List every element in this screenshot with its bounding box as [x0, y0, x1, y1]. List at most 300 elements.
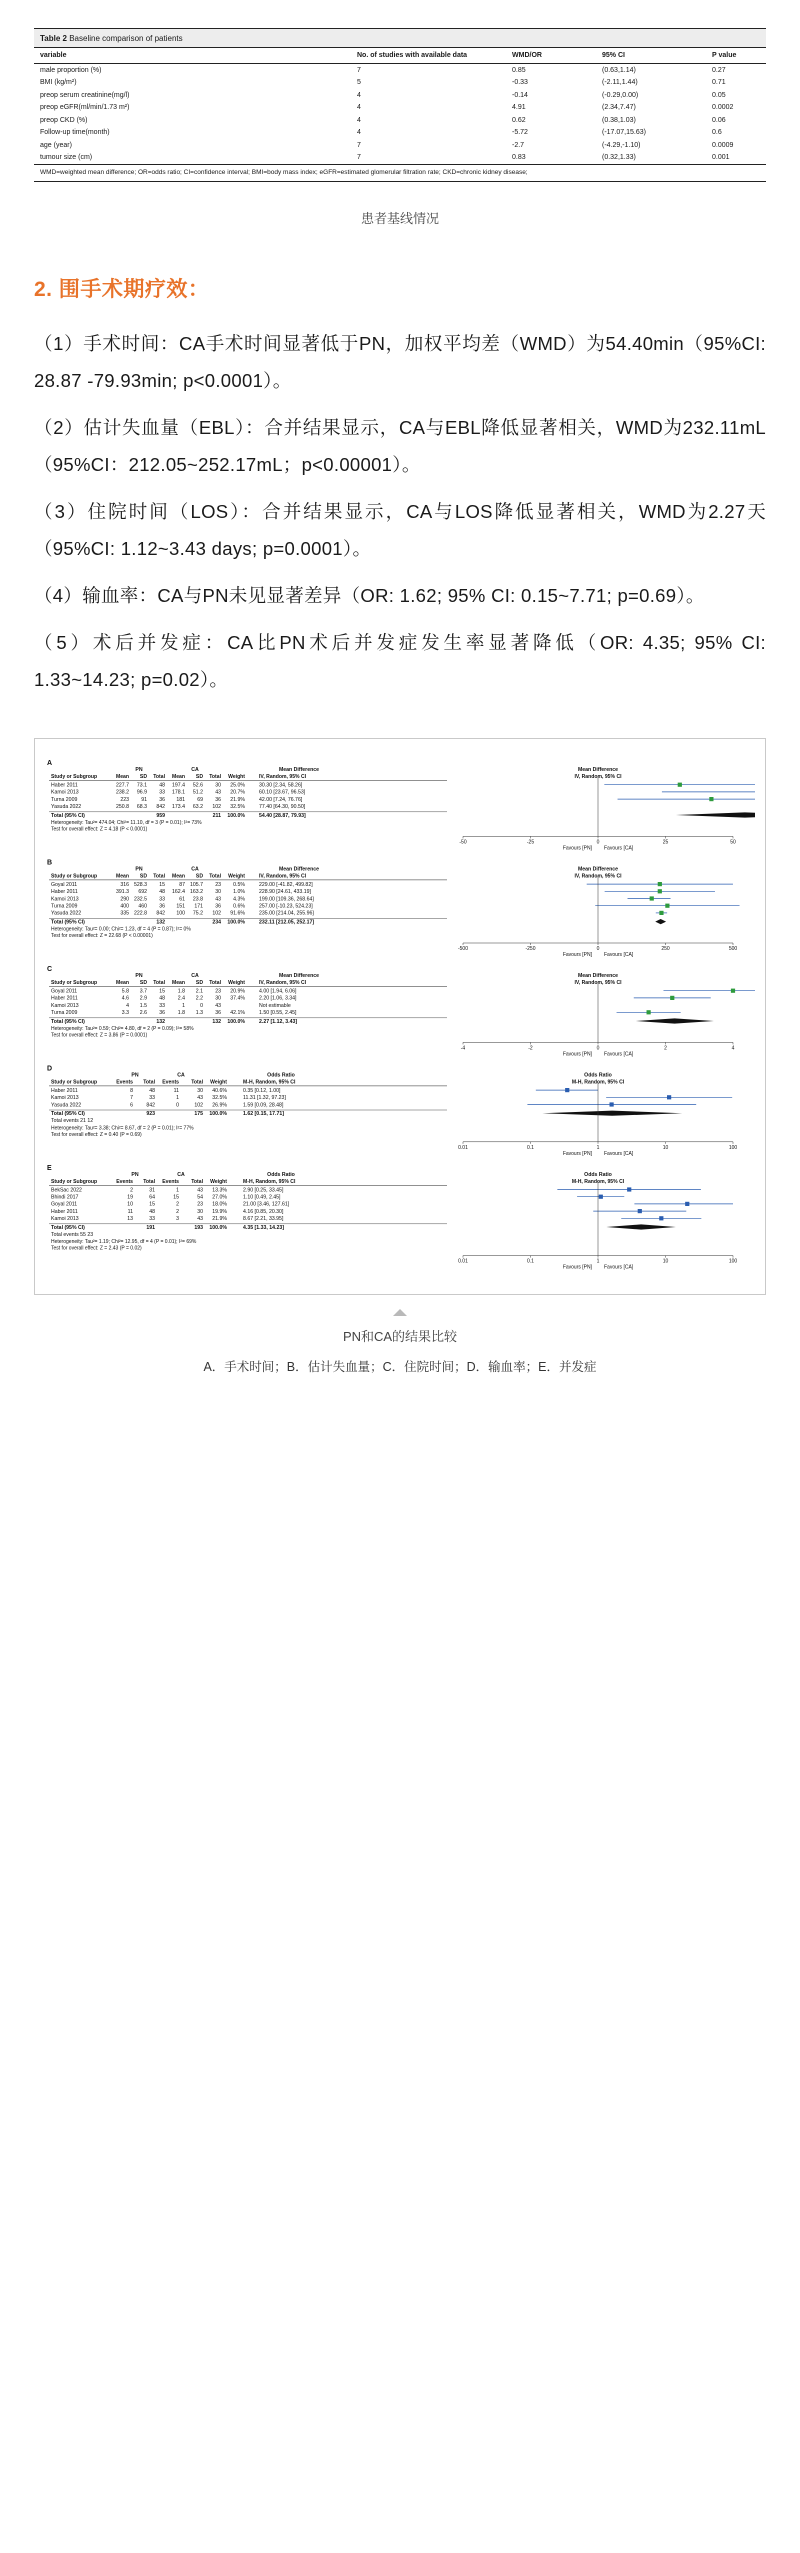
axis-tick-label: 0.01: [458, 1144, 468, 1151]
effect-marker: [670, 996, 674, 1000]
study-label: Haber 2011: [51, 782, 78, 789]
study-value: 4: [126, 1002, 129, 1009]
total-weight: 100.0%: [227, 812, 245, 819]
total-label: Total (95% CI): [51, 1111, 85, 1118]
column-header: Total: [209, 980, 221, 987]
column-header: Mean: [171, 873, 185, 880]
column-header: Total: [143, 1178, 155, 1185]
total-n2: 193: [194, 1224, 203, 1231]
study-value: 13: [127, 1216, 133, 1223]
axis-favours-left: Favours [PN]: [562, 1051, 592, 1058]
study-ci: 2.20 [1.06, 3.34]: [259, 995, 297, 1002]
study-value: 30: [197, 1208, 203, 1215]
forest-figure-caption: PN和CA的结果比较: [342, 1329, 458, 1345]
study-ci: 42.00 [7.24, 76.76]: [259, 796, 303, 803]
total-weight: 100.0%: [227, 1018, 245, 1025]
study-value: 21.9%: [212, 1216, 227, 1223]
column-header: Events: [116, 1079, 133, 1086]
study-value: 1.8: [177, 988, 185, 995]
study-value: 19.9%: [212, 1208, 227, 1215]
section-heading: 2. 围手术期疗效：: [34, 278, 210, 302]
study-value: 2.4: [177, 995, 185, 1002]
total-weight: 100.0%: [209, 1111, 227, 1118]
column-header: Study or Subgroup: [51, 1079, 98, 1086]
forest-figure-subcaption: A．手术时间；B．估计失血量；C．住院时间；D．输血率；E．并发症: [203, 1360, 597, 1375]
effect-marker: [667, 1095, 671, 1099]
panel-letter: D: [47, 1065, 53, 1073]
axis-favours-left: Favours [PN]: [562, 952, 592, 959]
column-header: IV, Random, 95% CI: [574, 774, 622, 781]
group-header: CA: [191, 866, 199, 873]
column-header: Events: [116, 1178, 133, 1185]
study-value: 23.8: [192, 896, 203, 903]
panel-letter: C: [47, 966, 53, 974]
study-label: Turna 2009: [51, 903, 78, 910]
study-value: 36: [159, 796, 165, 803]
total-ci: 1.62 [0.15, 17.71]: [243, 1111, 284, 1118]
study-ci: Not estimable: [259, 1002, 291, 1009]
study-value: 91.6%: [230, 910, 245, 917]
study-value: 20.9%: [230, 988, 245, 995]
study-value: 69: [197, 796, 203, 803]
effect-marker: [565, 1088, 569, 1092]
study-value: 30: [215, 995, 221, 1002]
column-header: M-H, Random, 95% CI: [571, 1079, 625, 1086]
table-cell: (0.38,1.03): [602, 116, 636, 124]
column-header: Events: [162, 1079, 179, 1086]
group-header: Mean Difference: [577, 866, 619, 873]
study-value: 316: [120, 881, 129, 888]
group-header: Mean Difference: [577, 767, 619, 774]
column-header: Weight: [228, 980, 245, 987]
study-label: Turna 2009: [51, 1010, 78, 1017]
effect-marker: [609, 1102, 613, 1106]
study-value: 2.9: [139, 995, 147, 1002]
column-header: SD: [139, 873, 147, 880]
study-value: 48: [149, 1087, 155, 1094]
panel-letter: B: [47, 859, 53, 867]
study-value: 43: [197, 1216, 203, 1223]
study-label: Kamoi 2013: [51, 896, 79, 903]
table-cell: Follow-up time(month): [40, 129, 110, 137]
study-value: 37.4%: [230, 995, 245, 1002]
axis-favours-left: Favours [PN]: [562, 1150, 592, 1157]
axis-tick-label: 100: [728, 1144, 738, 1151]
study-value: 1.3: [195, 1010, 203, 1017]
study-value: 31: [149, 1187, 155, 1194]
study-ci: 60.10 [23.67, 96.53]: [259, 789, 306, 796]
column-header: SD: [139, 774, 147, 781]
column-header: Total: [191, 1178, 203, 1185]
study-value: 36: [215, 903, 221, 910]
study-value: 23: [197, 1201, 203, 1208]
study-label: BekSac 2022: [51, 1187, 82, 1194]
table-cell: 0.83: [512, 154, 526, 161]
column-header: Events: [162, 1178, 179, 1185]
axis-tick-label: 0.01: [458, 1258, 468, 1265]
study-value: 1: [176, 1187, 179, 1194]
study-value: 54: [197, 1194, 203, 1201]
study-value: 0.5%: [233, 881, 245, 888]
table2: [34, 48, 766, 164]
total-n1: 191: [146, 1224, 155, 1231]
study-label: Yasuda 2022: [51, 1102, 82, 1109]
table-row: [34, 89, 766, 101]
study-value: 42.1%: [230, 1010, 245, 1017]
total-n2: 175: [194, 1111, 203, 1118]
study-value: 96.9: [136, 789, 147, 796]
study-value: 0: [200, 1002, 203, 1009]
table-cell: 5: [357, 79, 361, 87]
effect-marker: [650, 896, 654, 900]
column-header: IV, Random, 95% CI: [574, 980, 622, 987]
study-value: 30: [197, 1087, 203, 1094]
table-cell: 7: [357, 66, 361, 74]
study-value: 102: [194, 1102, 203, 1109]
column-header: M-H, Random, 95% CI: [243, 1079, 296, 1086]
paragraph-los: （3）住院时间（LOS）：合并结果显示，CA与LOS降低显著相关，WMD为2.27天（95%CI: 1.12~3.43 days; p=0.0001）。: [34, 501, 766, 560]
heterogeneity-stats: Heterogeneity: Tau²= 0.00; Chi²= 1.23, df = 4 (P = 0.87); I²= 0%: [51, 926, 191, 933]
axis-tick-label: -2: [528, 1045, 533, 1052]
group-header: CA: [191, 973, 199, 980]
effect-marker: [627, 1187, 631, 1191]
study-value: 528.3: [134, 881, 147, 888]
group-header: Odds Ratio: [267, 1171, 295, 1178]
group-header: Odds Ratio: [584, 1072, 612, 1079]
study-value: 36: [215, 1010, 221, 1017]
table2-caption-label: Table 2: [40, 34, 67, 43]
total-label: Total (95% CI): [51, 1018, 85, 1025]
table-cell: preop eGFR(ml/min/1.73 m²): [40, 104, 130, 112]
summary-diamond: [542, 1111, 682, 1116]
overall-effect-stats: Test for overall effect: Z = 0.40 (P = 0.69): [51, 1131, 142, 1138]
effect-marker: [647, 1010, 651, 1014]
study-value: 692: [138, 889, 147, 896]
study-value: 43: [197, 1187, 203, 1194]
study-value: 5.8: [121, 988, 129, 995]
axis-tick-label: -250: [525, 946, 536, 953]
article-page: [0, 28, 800, 1375]
axis-tick-label: 0: [596, 839, 600, 846]
table-cell: 0.71: [712, 79, 726, 87]
study-label: Bhindi 2017: [51, 1194, 79, 1201]
study-value: 61: [179, 896, 185, 903]
column-header: SD: [195, 873, 203, 880]
table-cell: 0.85: [512, 66, 526, 74]
table-cell: (-2.11,1.44): [602, 79, 638, 87]
study-label: Yasuda 2022: [51, 910, 82, 917]
table2-col-studies: No. of studies with available data: [351, 48, 506, 64]
group-header: PN: [135, 973, 143, 980]
study-ci: 235.00 [214.04, 255.96]: [259, 910, 314, 917]
study-value: 15: [149, 1201, 155, 1208]
column-header: Total: [153, 980, 165, 987]
table-cell: 0.27: [712, 66, 726, 74]
group-header: Mean Difference: [577, 973, 619, 980]
study-value: 48: [159, 782, 165, 789]
column-header: Mean: [115, 774, 129, 781]
study-value: 842: [156, 910, 165, 917]
study-value: 1: [176, 1095, 179, 1102]
study-value: 232.5: [134, 896, 147, 903]
study-value: 3.3: [121, 1010, 129, 1017]
group-header: Odds Ratio: [267, 1072, 295, 1079]
study-value: 11: [173, 1087, 179, 1094]
axis-tick-label: 1: [596, 1144, 600, 1151]
total-ci: 54.40 [28.87, 79.93]: [259, 812, 306, 819]
study-value: 842: [146, 1102, 155, 1109]
column-header: Total: [209, 774, 221, 781]
study-value: 48: [149, 1208, 155, 1215]
table-cell: 4: [357, 91, 361, 99]
study-value: 223: [120, 796, 129, 803]
study-label: Yasuda 2022: [51, 804, 82, 811]
group-header: Mean Difference: [278, 866, 320, 873]
table2-header-row: [34, 48, 766, 64]
study-value: 173.4: [172, 804, 185, 811]
study-value: 238.2: [116, 789, 129, 796]
study-value: 13.3%: [212, 1187, 227, 1194]
study-label: Kamoi 2013: [51, 789, 79, 796]
paragraph-complications: （5）术后并发症：CA比PN术后并发症发生率显著降低（OR: 4.35; 95% CI: 1.33~14.23; p=0.02）。: [34, 632, 766, 691]
study-value: 15: [159, 881, 165, 888]
summary-diamond: [676, 812, 755, 817]
axis-tick-label: 2: [664, 1045, 667, 1052]
study-value: 32.5%: [212, 1095, 227, 1102]
axis-tick-label: -25: [526, 839, 535, 846]
total-weight: 100.0%: [227, 919, 245, 926]
study-value: 87: [179, 881, 185, 888]
study-value: 91: [141, 796, 147, 803]
study-value: 25.0%: [230, 782, 245, 789]
column-header: Weight: [228, 873, 245, 880]
column-header: IV, Random, 95% CI: [259, 980, 307, 987]
table-cell: (2.34,7.47): [602, 104, 636, 112]
column-header: Total: [191, 1079, 203, 1086]
table-cell: -2.7: [512, 141, 525, 149]
scroll-indicator-icon: [393, 1309, 407, 1316]
group-header: PN: [131, 1072, 139, 1079]
column-header: Weight: [228, 774, 245, 781]
paragraph-operative-time: （1）手术时间：CA手术时间显著低于PN，加权平均差（WMD）为54.40min（95%CI: 28.87 -79.93min; p<0.0001）。: [34, 333, 766, 392]
total-ci: 2.27 [1.12, 3.43]: [259, 1018, 298, 1025]
axis-tick-label: 10: [662, 1258, 669, 1265]
study-label: Haber 2011: [51, 995, 78, 1002]
table2-body: [34, 64, 766, 164]
column-header: Mean: [115, 980, 129, 987]
study-label: Haber 2011: [51, 1208, 78, 1215]
study-value: 51.2: [192, 789, 203, 796]
column-header: M-H, Random, 95% CI: [571, 1178, 625, 1185]
table-cell: -0.33: [512, 79, 528, 87]
column-header: SD: [139, 980, 147, 987]
overall-effect-stats: Test for overall effect: Z = 2.43 (P = 0.02): [51, 1245, 142, 1252]
heterogeneity-stats: Heterogeneity: Tau²= 0.59; Chi²= 4.80, df = 2 (P = 0.09); I²= 58%: [51, 1026, 194, 1033]
total-n2: 132: [212, 1018, 221, 1025]
study-value: 1.5: [139, 1002, 147, 1009]
table2-footnote: WMD=weighted mean difference; OR=odds ratio; CI=confidence interval; BMI=body mass index; eGFR=estimated glomerular filtration rate; CKD=chronic kidney disease;: [34, 164, 766, 181]
total-events: Total events 21 12: [51, 1118, 94, 1125]
effect-marker: [659, 911, 663, 915]
total-label: Total (95% CI): [51, 812, 85, 819]
table-cell: 4: [357, 129, 361, 137]
study-value: 20.7%: [230, 789, 245, 796]
overall-effect-stats: Test for overall effect: Z = 4.18 (P < 0.0001): [51, 826, 148, 833]
study-value: 1.0%: [233, 889, 245, 896]
axis-tick-label: 0.1: [527, 1144, 534, 1151]
effect-marker: [709, 797, 713, 801]
column-header: Study or Subgroup: [51, 873, 98, 880]
column-header: Weight: [210, 1178, 227, 1185]
total-ci: 4.35 [1.33, 14.23]: [243, 1224, 284, 1231]
table-cell: 0.05: [712, 91, 726, 99]
table-cell: male proportion (%): [40, 66, 102, 74]
total-events: Total events 55 23: [51, 1232, 94, 1239]
study-ci: 11.31 [1.32, 97.23]: [243, 1095, 286, 1102]
study-value: 391.3: [116, 889, 129, 896]
study-value: 68.3: [136, 804, 147, 811]
study-value: 105.7: [190, 881, 203, 888]
column-header: Mean: [171, 774, 185, 781]
study-value: 250.8: [116, 804, 129, 811]
study-value: 63.2: [192, 804, 203, 811]
column-header: Mean: [171, 980, 185, 987]
column-header: Total: [153, 873, 165, 880]
column-header: Study or Subgroup: [51, 774, 98, 781]
study-value: 11: [127, 1208, 133, 1215]
forest-panel-E: [47, 1165, 737, 1271]
study-value: 460: [138, 903, 147, 910]
study-value: 33: [149, 1216, 155, 1223]
study-ci: 229.00 [-41.82, 499.82]: [259, 881, 313, 888]
effect-marker: [599, 1195, 603, 1199]
axis-tick-label: -500: [457, 946, 469, 953]
study-value: 6: [130, 1102, 133, 1109]
study-value: 2.6: [139, 1010, 147, 1017]
study-ci: 4.00 [1.94, 6.06]: [259, 988, 297, 995]
study-label: Haber 2011: [51, 889, 78, 896]
column-header: SD: [195, 980, 203, 987]
table-cell: age (year): [40, 141, 72, 149]
study-value: 171: [194, 903, 203, 910]
effect-marker: [678, 783, 682, 787]
study-value: 36: [215, 796, 221, 803]
effect-marker: [659, 1216, 663, 1220]
table-row: [34, 139, 766, 151]
table-cell: -5.72: [512, 129, 528, 137]
summary-diamond: [606, 1224, 675, 1229]
total-label: Total (95% CI): [51, 919, 85, 926]
forest-panel-B: [47, 859, 740, 958]
study-value: 2: [176, 1201, 179, 1208]
effect-marker: [731, 989, 735, 993]
axis-favours-left: Favours [PN]: [562, 845, 592, 852]
study-value: 73.1: [136, 782, 147, 789]
group-header: PN: [131, 1171, 139, 1178]
study-ci: 8.67 [2.21, 33.95]: [243, 1216, 284, 1223]
table-cell: (-0.29,0.00): [602, 91, 639, 99]
forest-plot-figure: [34, 738, 766, 1295]
group-header: CA: [191, 767, 199, 774]
study-value: 151: [176, 903, 185, 910]
axis-tick-label: 0: [596, 1045, 600, 1052]
axis-favours-right: Favours [CA]: [604, 1264, 634, 1271]
forest-panel-A: [47, 760, 755, 851]
table-cell: 4: [357, 116, 361, 124]
table-cell: 0.06: [712, 116, 726, 124]
paragraph-transfusion: （4）输血率：CA与PN未见显著差异（OR: 1.62; 95% CI: 0.15~7.71; p=0.69）。: [34, 585, 705, 607]
total-weight: 100.0%: [209, 1224, 227, 1231]
study-ci: 4.16 [0.85, 20.30]: [243, 1208, 284, 1215]
study-value: 178.1: [172, 789, 185, 796]
study-value: 1: [182, 1002, 185, 1009]
study-value: 842: [156, 804, 165, 811]
study-value: 43: [197, 1095, 203, 1102]
study-value: 10: [127, 1201, 133, 1208]
group-header: Mean Difference: [278, 767, 320, 774]
study-value: 2.2: [195, 995, 203, 1002]
axis-tick-label: 4: [731, 1045, 735, 1052]
heterogeneity-stats: Heterogeneity: Tau²= 3.38; Chi²= 8.67, df = 2 (P = 0.01); I²= 77%: [51, 1125, 194, 1132]
study-value: 33: [159, 1002, 165, 1009]
column-header: Total: [153, 774, 165, 781]
study-label: Goyal 2011: [51, 988, 78, 995]
total-ci: 232.11 [212.05, 252.17]: [259, 919, 315, 926]
axis-tick-label: 1: [596, 1258, 600, 1265]
study-value: 43: [215, 1002, 221, 1009]
axis-tick-label: -4: [460, 1045, 466, 1052]
study-value: 1.8: [177, 1010, 185, 1017]
study-value: 162.4: [172, 889, 185, 896]
table2-caption-text: Baseline comparison of patients: [69, 34, 183, 43]
axis-tick-label: -50: [459, 839, 467, 846]
study-value: 181: [176, 796, 185, 803]
study-value: 2: [176, 1208, 179, 1215]
study-value: 0.6%: [233, 903, 245, 910]
study-value: 3: [176, 1216, 179, 1223]
group-header: CA: [177, 1171, 185, 1178]
table-row: [34, 114, 766, 126]
panel-letter: A: [47, 760, 53, 768]
total-n1: 923: [146, 1111, 155, 1118]
study-value: 0: [176, 1102, 179, 1109]
total-n1: 132: [156, 919, 165, 926]
study-value: 33: [159, 789, 165, 796]
table-cell: 0.62: [512, 116, 526, 124]
table-cell: 7: [357, 141, 361, 149]
forest-plot-svg: [43, 749, 755, 1284]
study-value: 15: [173, 1194, 179, 1201]
table-cell: 0.0002: [712, 104, 734, 112]
paragraph-ebl: （2）估计失血量（EBL）：合并结果显示，CA与EBL降低显著相关，WMD为232.11mL（95%CI：212.05~252.17mL；p<0.00001）。: [34, 417, 766, 476]
study-label: Kamoi 2013: [51, 1216, 79, 1223]
table-cell: (-4.29,-1.10): [602, 141, 641, 149]
table-row: [34, 102, 766, 114]
study-value: 48: [159, 995, 165, 1002]
effect-marker: [658, 882, 662, 886]
study-value: 33: [149, 1095, 155, 1102]
study-value: 8: [130, 1087, 133, 1094]
table-row: [34, 64, 766, 77]
table-cell: preop serum creatinine(mg/l): [40, 91, 130, 99]
effect-marker: [638, 1209, 642, 1213]
study-value: 222.8: [134, 910, 147, 917]
axis-tick-label: 0.1: [527, 1258, 534, 1265]
column-header: Total: [143, 1079, 155, 1086]
table-row: [34, 152, 766, 164]
table-cell: preop CKD (%): [40, 116, 88, 124]
group-header: Odds Ratio: [584, 1171, 612, 1178]
